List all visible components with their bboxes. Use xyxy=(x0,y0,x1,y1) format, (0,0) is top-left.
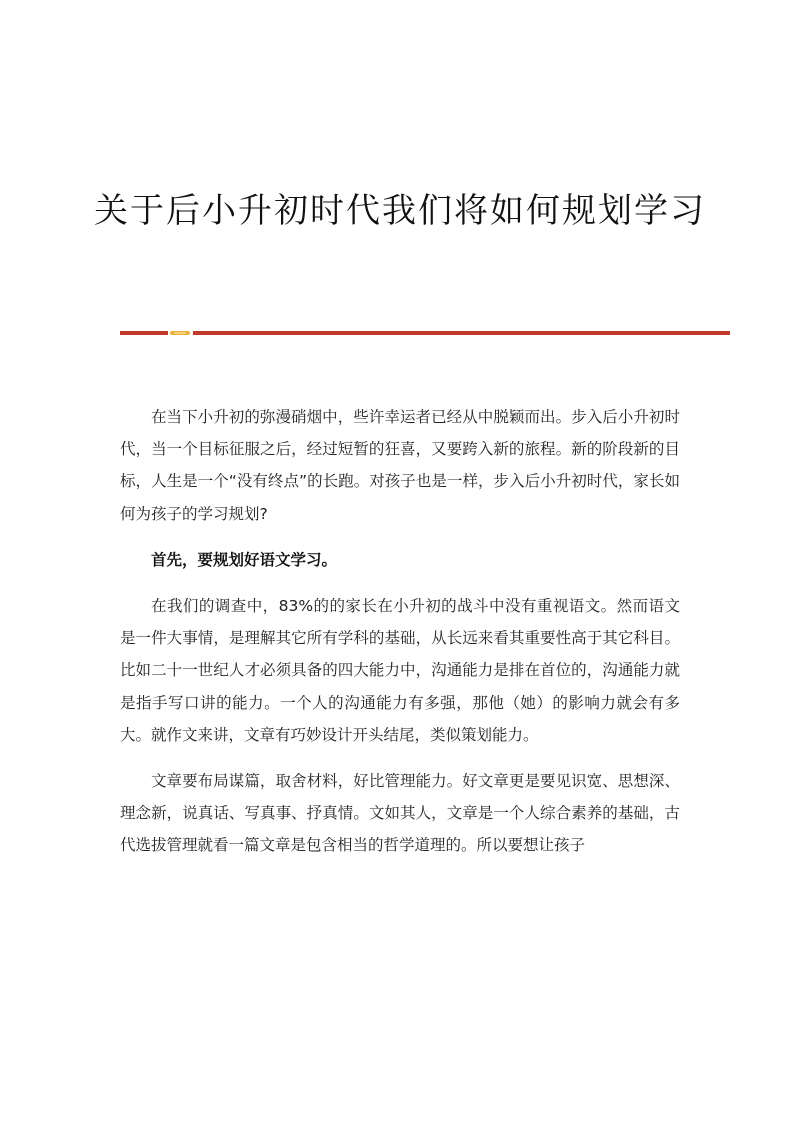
section-heading: 首先，要规划好语文学习。 xyxy=(151,550,338,569)
title-divider-left xyxy=(120,331,168,335)
document-body xyxy=(120,401,680,862)
paragraph-intro: 在当下小升初的弥漫硝烟中，些许幸运者已经从中脱颖而出。步入后小升初时代，当一个目标征服之后，经过短暂的狂喜，又要跨入新的旅程。新的阶段新的目标，人生是一个“没有终点”的长跑。对孩子也是一样，步入后小升初时代，家长如何为孩子的学习规划? xyxy=(120,408,680,523)
paragraph-survey: 在我们的调查中，83%的的家长在小升初的战斗中没有重视语文。然而语文是一件大事情，是理解其它所有学科的基础，从长远来看其重要性高于其它科目。比如二十一世纪人才必须具备的四大能力中，沟通能力是排在首位的，沟通能力就是指手写口讲的能力。一个人的沟通能力有多强，那他（她）的影响力就会有多大。就作文来讲，文章有巧妙设计开头结尾，类似策划能力。 xyxy=(120,597,680,744)
title-divider-right xyxy=(193,331,730,335)
document-title: 关于后小升初时代我们将如何规划学习 xyxy=(94,191,706,231)
paragraph-writing: 文章要布局谋篇，取舍材料，好比管理能力。好文章更是要见识宽、思想深、理念新，说真话、写真事、抒真情。文如其人，文章是一个人综合素养的基础，古代选拔管理就看一篇文章是包含相当的哲学道理的。所以要想让孩子 xyxy=(120,772,680,855)
divider-ornament-icon xyxy=(170,329,190,337)
